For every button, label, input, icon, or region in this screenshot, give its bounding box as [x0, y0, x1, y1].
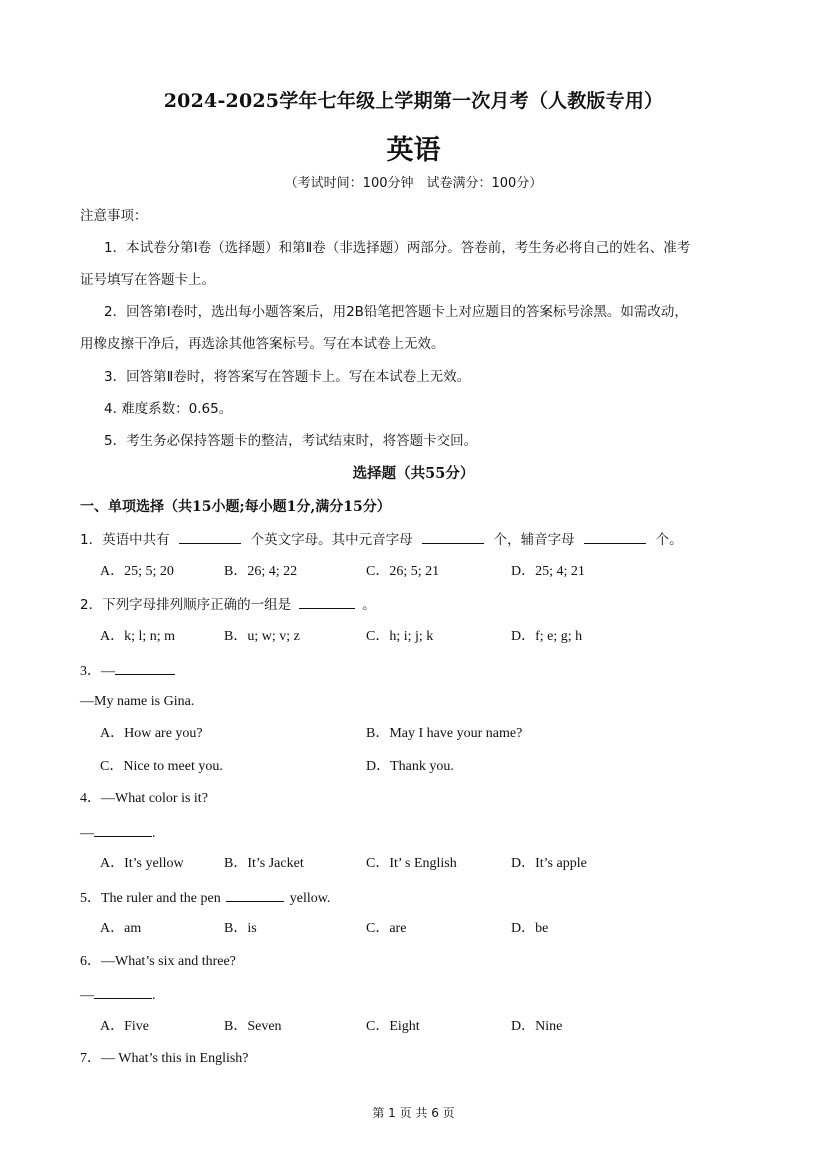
option-d[interactable]: D．25; 4; 21 — [511, 564, 585, 579]
answer-blank[interactable] — [94, 984, 152, 999]
option-b[interactable]: B．May I have your name? — [366, 726, 523, 741]
reply-suffix: . — [152, 826, 156, 841]
stem-text: 个，辅音字母 — [493, 532, 575, 548]
answer-blank[interactable] — [179, 529, 241, 544]
page-footer: 第 1 页 共 6 页 — [372, 1106, 455, 1120]
reply-prefix: — — [80, 988, 94, 1003]
stem-text: 。 — [362, 597, 376, 613]
option-c[interactable]: C．26; 5; 21 — [366, 564, 440, 579]
section-title: 选择题（共55分） — [352, 465, 475, 482]
exam-title: 2024-2025学年七年级上学期第一次月考（人教版专用） — [163, 90, 664, 112]
option-a[interactable]: A．How are you? — [100, 726, 203, 741]
stem-text: 5．The ruler and the pen — [80, 891, 221, 906]
question-2 — [80, 594, 376, 616]
question-5 — [80, 887, 330, 909]
option-d[interactable]: D．It’s apple — [511, 856, 587, 871]
option-a[interactable]: A．25; 5; 20 — [100, 564, 174, 579]
option-b[interactable]: B．u; w; v; z — [224, 629, 300, 644]
option-d[interactable]: D．Thank you. — [366, 759, 454, 774]
option-b[interactable]: B．Seven — [224, 1019, 282, 1034]
option-c[interactable]: C．Eight — [366, 1019, 420, 1034]
answer-blank[interactable] — [422, 529, 484, 544]
option-d[interactable]: D．Nine — [511, 1019, 563, 1034]
question-1 — [80, 529, 683, 551]
note-line: 5．考生务必保持答题卡的整洁，考试结束时，将答题卡交回。 — [104, 433, 478, 449]
option-b[interactable]: B．26; 4; 22 — [224, 564, 298, 579]
answer-blank[interactable] — [584, 529, 646, 544]
stem-text: 1．英语中共有 — [80, 532, 170, 548]
reply-prefix: — — [80, 826, 94, 841]
option-a[interactable]: A．Five — [100, 1019, 149, 1034]
option-c[interactable]: C．are — [366, 921, 407, 936]
note-line: 2．回答第Ⅰ卷时，选出每小题答案后，用2B铅笔把答题卡上对应题目的答案标号涂黑。如需改动， — [104, 304, 688, 320]
stem-text: 2．下列字母排列顺序正确的一组是 — [80, 597, 292, 613]
option-a[interactable]: A．k; l; n; m — [100, 629, 176, 644]
dialogue-reply: —My name is Gina. — [80, 694, 195, 709]
answer-blank[interactable] — [299, 594, 355, 609]
question-4: 4．—What color is it? — [80, 791, 208, 806]
subject-title: 英语 — [386, 135, 441, 166]
exam-info: （考试时间：100分钟 试卷满分：100分） — [284, 176, 543, 191]
reply-suffix: . — [152, 988, 156, 1003]
question-6: 6．—What’s six and three? — [80, 954, 236, 969]
option-a[interactable]: A．It’s yellow — [100, 856, 184, 871]
stem-text: 个。 — [655, 532, 683, 548]
stem-text: yellow. — [289, 891, 331, 906]
answer-blank[interactable] — [226, 887, 284, 902]
option-c[interactable]: C．h; i; j; k — [366, 629, 434, 644]
part-title: 一、单项选择（共15小题;每小题1分,满分15分） — [80, 499, 391, 515]
question-7: 7．— What’s this in English? — [80, 1051, 249, 1066]
stem-text: 个英文字母。其中元音字母 — [250, 532, 413, 548]
notes-heading: 注意事项： — [80, 208, 148, 224]
answer-blank[interactable] — [115, 660, 175, 675]
note-line: 4. 难度系数：0.65。 — [104, 401, 233, 417]
note-line: 1．本试卷分第Ⅰ卷（选择题）和第Ⅱ卷（非选择题）两部分。答卷前，考生务必将自己的姓名、准考 — [104, 240, 691, 256]
option-b[interactable]: B．It’s Jacket — [224, 856, 304, 871]
option-a[interactable]: A．am — [100, 921, 142, 936]
option-b[interactable]: B．is — [224, 921, 257, 936]
dialogue-reply — [80, 984, 156, 1006]
note-line: 用橡皮擦干净后，再选涂其他答案标号。写在本试卷上无效。 — [80, 336, 445, 352]
option-c[interactable]: C．Nice to meet you. — [100, 759, 223, 774]
option-d[interactable]: D．f; e; g; h — [511, 629, 583, 644]
option-d[interactable]: D．be — [511, 921, 549, 936]
stem-text: 3．— — [80, 664, 115, 679]
dialogue-reply — [80, 822, 156, 844]
answer-blank[interactable] — [94, 822, 152, 837]
note-line: 证号填写在答题卡上。 — [80, 272, 215, 288]
question-3 — [80, 660, 175, 682]
note-line: 3．回答第Ⅱ卷时，将答案写在答题卡上。写在本试卷上无效。 — [104, 369, 471, 385]
option-c[interactable]: C．It’ s English — [366, 856, 457, 871]
